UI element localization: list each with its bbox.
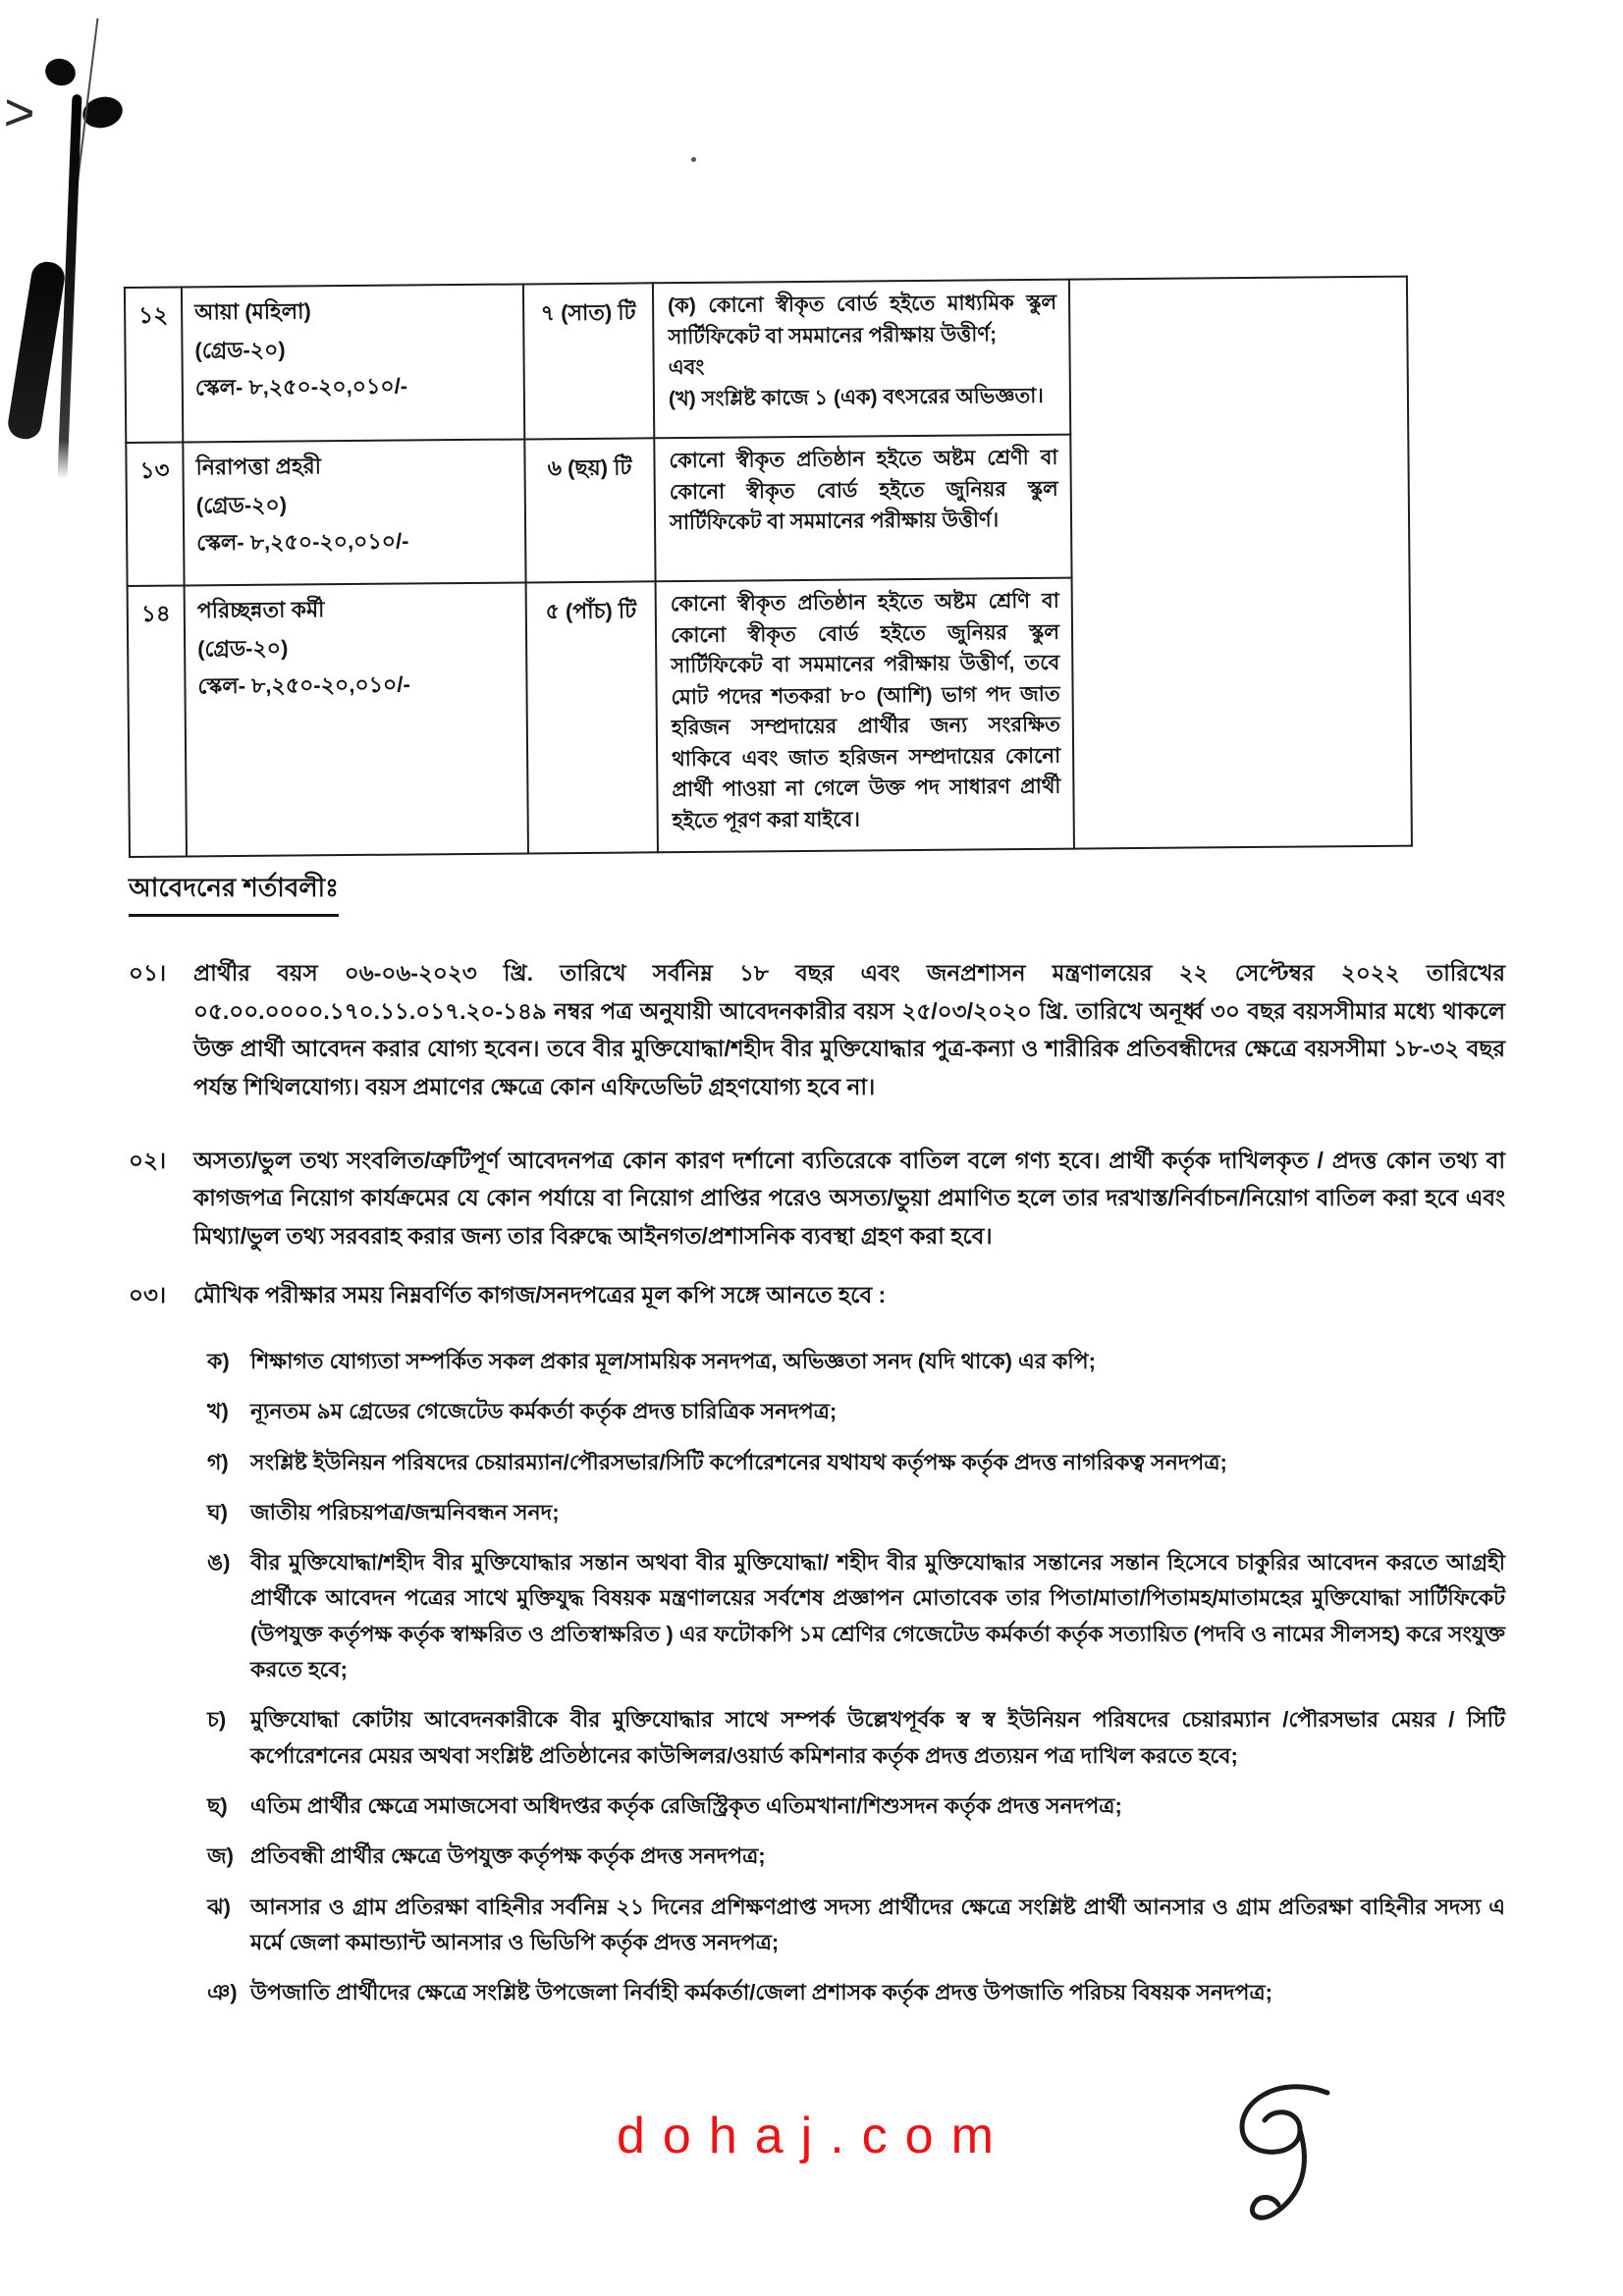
post-name-cell: আয়া (মহিলা) (গ্রেড-২০) স্কেল- ৮,২৫০-২০,০১০/- bbox=[182, 284, 524, 442]
checklist-label: ক) bbox=[207, 1349, 230, 1373]
checklist-item bbox=[207, 1702, 1505, 1774]
checklist-label: ঝ) bbox=[207, 1894, 231, 1919]
condition-item bbox=[129, 1276, 1505, 1314]
checklist-label: চ) bbox=[207, 1707, 227, 1733]
condition-text: প্রার্থীর বয়স ০৬-০৬-২০২৩ খ্রি. তারিখে সর্বনিম্ন ১৮ বছর এবং জনপ্রশাসন মন্ত্রণালয়ের ২২ সেপ্টেম্বর ২০২২ তারিখের ০৫.০০.০০০০.১৭০.১১.০১৭.২০-১৪৯ নম্বর পত্র অনুযায়ী আবেদনকারীর বয়স ২৫/০৩/২০২০ খ্রি. তারিখে অনূর্ধ্ব ৩০ বছর বয়সসীমার মধ্যে থাকলে উক্ত প্রার্থী আবেদন করার যোগ্য হবেন। তবে বীর মুক্তিযোদ্ধা/শহীদ বীর মুক্তিযোদ্ধার পুত্র-কন্যা ও শারীরিক প্রতিবন্ধীদের ক্ষেত্রে বয়সসীমা ১৮-৩২ বছর পর্যন্ত শিথিলযোগ্য। বয়স প্রমাণের ক্ষেত্রে কোন এফিডেভিট গ্রহণযোগ্য হবে না। bbox=[193, 960, 1505, 1099]
post-name-cell: পরিচ্ছন্নতা কর্মী (গ্রেড-২০) স্কেল- ৮,২৫০-২০,০১০/- bbox=[185, 582, 528, 856]
checklist-item bbox=[207, 1890, 1505, 1961]
condition-number: ০২। bbox=[129, 1147, 167, 1173]
checklist-text: প্রতিবন্ধী প্রার্থীর ক্ষেত্রে উপযুক্ত কর্তৃপক্ষ কর্তৃক প্রদত্ত সনদপত্র; bbox=[250, 1843, 766, 1869]
qualification-cell: (ক) কোনো স্বীকৃত বোর্ড হইতে মাধ্যমিক স্কুল সার্টিফিকেট বা সমমানের পরীক্ষায় উত্তীর্ণ; এবং (খ) সংশ্লিষ্ট কাজে ১ (এক) বৎসরের অভিজ্ঞতা। bbox=[653, 280, 1070, 439]
watermark-text: dohaj.com bbox=[617, 2108, 1011, 2164]
post-name-cell: নিরাপত্তা প্রহরী (গ্রেড-২০) স্কেল- ৮,২৫০-২০,০১০/- bbox=[183, 439, 525, 585]
checklist-item bbox=[207, 1545, 1505, 1687]
checklist-label: জ) bbox=[207, 1843, 235, 1869]
checklist-item bbox=[207, 1839, 1505, 1874]
checklist-label: ঘ) bbox=[207, 1499, 228, 1524]
empty-remarks-cell bbox=[1069, 277, 1412, 849]
conditions-section bbox=[129, 868, 1505, 2025]
checklist-text: জাতীয় পরিচয়পত্র/জন্মনিবন্ধন সনদ; bbox=[250, 1499, 560, 1524]
vacancy-count-cell: ৫ (পাঁচ) টি bbox=[526, 581, 658, 853]
serial-cell: ১২ bbox=[125, 288, 183, 444]
checklist-item bbox=[207, 1445, 1505, 1480]
condition-item bbox=[129, 1142, 1505, 1255]
checklist-text: শিক্ষাগত যোগ্যতা সম্পর্কিত সকল প্রকার মূল/সাময়িক সনদপত্র, অভিজ্ঞতা সনদ (যদি থাকে) এর কপি; bbox=[250, 1349, 1096, 1373]
serial-cell: ১৩ bbox=[126, 443, 184, 587]
qualification-cell: কোনো স্বীকৃত প্রতিষ্ঠান হইতে অষ্টম শ্রেণী বা কোনো স্বীকৃত বোর্ড হইতে জুনিয়র স্কুল সার্টিফিকেট বা সমমানের পরীক্ষায় উত্তীর্ণ। bbox=[654, 435, 1071, 582]
checklist-label: খ) bbox=[207, 1399, 229, 1424]
checklist-item bbox=[207, 1495, 1505, 1530]
ink-blot-artifact bbox=[42, 55, 80, 89]
vacancy-count-cell: ৬ (ছয়) টি bbox=[524, 438, 655, 582]
checklist-text: বীর মুক্তিযোদ্ধা/শহীদ বীর মুক্তিযোদ্ধার সন্তান অথবা বীর মুক্তিযোদ্ধা/ শহীদ বীর মুক্তিযোদ্ধার সন্তানের সন্তান হিসেবে চাকুরির আবেদন করতে আগ্রহী প্রার্থীকে আবেদন পত্রের সাথে মুক্তিযুদ্ধ বিষয়ক মন্ত্রণালয়ের সর্বশেষ প্রজ্ঞাপন মোতাবেক তার পিতা/মাতা/পিতামহ/মাতামহের মুক্তিযোদ্ধা সার্টিফিকেট (উপযুক্ত কর্তৃপক্ষ কর্তৃক স্বাক্ষরিত ও প্রতিস্বাক্ষরিত ) এর ফটোকপি ১ম শ্রেণির গেজেটেড কর্মকর্তা কর্তৃক সত্যায়িত (পদবি ও নামের সীলসহ) করে সংযুক্ত করতে হবে; bbox=[250, 1550, 1505, 1682]
vacancy-count-cell: ৭ (সাত) টি bbox=[523, 283, 654, 439]
table-row bbox=[125, 277, 1408, 443]
vacancy-table bbox=[124, 276, 1411, 858]
checklist-text: আনসার ও গ্রাম প্রতিরক্ষা বাহিনীর সর্বনিম্ন ২১ দিনের প্রশিক্ষণপ্রাপ্ত সদস্য প্রার্থীদের ক্ষেত্রে সংশ্লিষ্ট প্রার্থী আনসার ও গ্রাম প্রতিরক্ষা বাহিনীর সদস্য এ মর্মে জেলা কমান্ড্যান্ট আনসার ও ভিডিপি কর্তৃক প্রদত্ত সনদপত্র; bbox=[250, 1894, 1505, 1954]
condition-number: ০১। bbox=[129, 960, 167, 986]
ink-streak-artifact bbox=[6, 259, 67, 441]
checklist-label: ঙ) bbox=[207, 1550, 231, 1575]
checklist-label: ছ) bbox=[207, 1792, 228, 1818]
dust-speck bbox=[691, 157, 696, 162]
document-checklist bbox=[207, 1344, 1505, 2010]
serial-cell: ১৪ bbox=[128, 585, 187, 856]
section-title: আবেদনের শর্তাবলীঃ bbox=[129, 868, 339, 917]
conditions-list bbox=[129, 954, 1505, 2010]
checklist-item bbox=[207, 1344, 1505, 1379]
signature-scribble bbox=[1217, 2079, 1345, 2236]
checklist-item bbox=[207, 1975, 1505, 2010]
condition-item bbox=[129, 954, 1505, 1106]
condition-number: ০৩। bbox=[129, 1282, 167, 1308]
checklist-text: উপজাতি প্রার্থীদের ক্ষেত্রে সংশ্লিষ্ট উপজেলা নির্বাহী কর্মকর্তা/জেলা প্রশাসক কর্তৃক প্রদত্ত উপজাতি পরিচয় বিষয়ক সনদপত্র; bbox=[250, 1980, 1272, 2005]
condition-text: অসত্য/ভুল তথ্য সংবলিত/ত্রুটিপূর্ণ আবেদনপত্র কোন কারণ দর্শানো ব্যতিরেকে বাতিল বলে গণ্য হবে। প্রার্থী কর্তৃক দাখিলকৃত / প্রদত্ত কোন তথ্য বা কাগজপত্র নিয়োগ কার্যক্রমের যে কোন পর্যায়ে বা নিয়োগ প্রাপ্তির পরেও অসত্য/ভুয়া প্রমাণিত হলে তার দরখাস্ত/নির্বাচন/নিয়োগ বাতিল করা হবে এবং মিথ্যা/ভুল তথ্য সরবরাহ করার জন্য তার বিরুদ্ধে আইনগত/প্রশাসনিক ব্যবস্থা গ্রহণ করা হবে। bbox=[193, 1147, 1505, 1249]
checklist-text: ন্যূনতম ৯ম গ্রেডের গেজেটেড কর্মকর্তা কর্তৃক প্রদত্ত চারিত্রিক সনদপত্র; bbox=[250, 1399, 838, 1424]
checklist-text: সংশ্লিষ্ট ইউনিয়ন পরিষদের চেয়ারম্যান/পৌরসভার/সিটি কর্পোরেশনের যথাযথ কর্তৃপক্ষ কর্তৃক প্রদত্ত নাগরিকত্ব সনদপত্র; bbox=[250, 1449, 1227, 1474]
checklist-text: এতিম প্রার্থীর ক্ষেত্রে সমাজসেবা অধিদপ্তর কর্তৃক রেজিস্ট্রিকৃত এতিমখানা/শিশুসদন কর্তৃক প্রদত্ত সনদপত্র; bbox=[250, 1792, 1122, 1818]
checklist-label: ঞ) bbox=[207, 1980, 238, 2005]
checklist-text: মুক্তিযোদ্ধা কোটায় আবেদনকারীকে বীর মুক্তিযোদ্ধার সাথে সম্পর্ক উল্লেখপূর্বক স্ব স্ব ইউনিয়ন পরিষদের চেয়ারম্যান /পৌরসভার মেয়র / সিটি কর্পোরেশনের মেয়র অথবা সংশ্লিষ্ট প্রতিষ্ঠানের কাউন্সিলর/ওয়ার্ড কমিশনার কর্তৃক প্রদত্ত প্রত্যয়ন পত্র দাখিল করতে হবে; bbox=[250, 1707, 1505, 1768]
vacancy-table-grid bbox=[124, 276, 1413, 858]
checklist-item bbox=[207, 1394, 1505, 1429]
chevron-mark-artifact: > bbox=[2, 82, 36, 143]
checklist-item bbox=[207, 1789, 1505, 1824]
checklist-label: গ) bbox=[207, 1449, 229, 1474]
condition-text: মৌখিক পরীক্ষার সময় নিম্নবর্ণিত কাগজ/সনদপত্রের মূল কপি সঙ্গে আনতে হবে : bbox=[193, 1282, 887, 1308]
qualification-cell: কোনো স্বীকৃত প্রতিষ্ঠান হইতে অষ্টম শ্রেণি বা কোনো স্বীকৃত বোর্ড হইতে জুনিয়র স্কুল সার্টিফিকেট বা সমমানের পরীক্ষায় উত্তীর্ণ, তবে মোট পদের শতকরা ৮০ (আশি) ভাগ পদ জাত হরিজন সম্প্রদায়ের প্রার্থীর জন্য সংরক্ষিত থাকিবে এবং জাত হরিজন সম্প্রদায়ের কোনো প্রার্থী পাওয়া না গেলে উক্ত পদ সাধারণ প্রার্থী হইতে পূরণ করা যাইবে। bbox=[656, 578, 1074, 853]
